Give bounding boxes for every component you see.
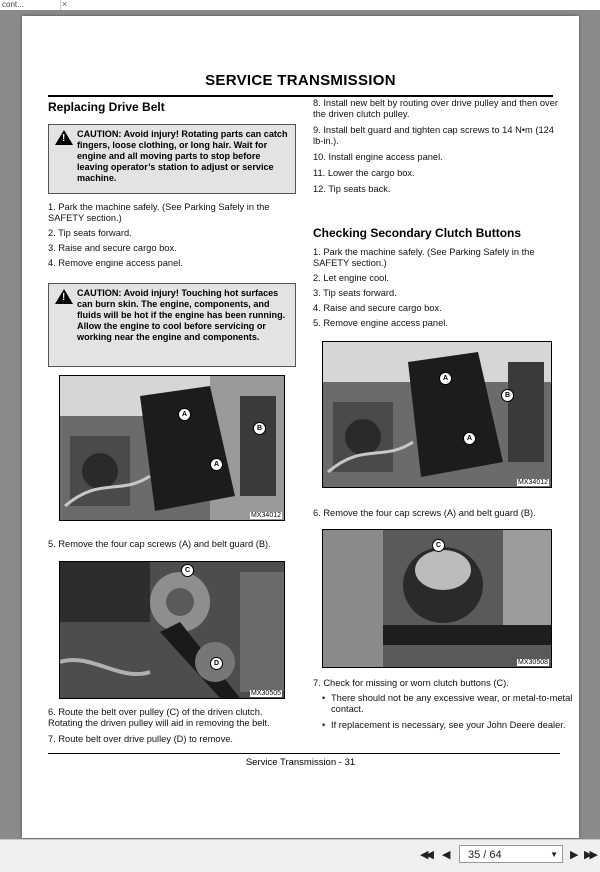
step-10: 10. Install engine access panel. (313, 152, 443, 162)
chevron-down-icon[interactable]: ▼ (550, 850, 558, 859)
step-11: 11. Lower the cargo box. (313, 168, 415, 178)
callout-a: A (463, 432, 476, 445)
steps-list-2 (313, 247, 563, 329)
caution-text: CAUTION: Avoid injury! Rotating parts can catch fingers, loose clothing, or long hair. Wait for engine and all moving parts to stop before leaving operator’s station to adjust or service machine. (77, 129, 288, 183)
first-page-icon[interactable]: ◀◀ (420, 849, 431, 861)
step-4: 4. Raise and secure cargo box. (313, 303, 442, 313)
document-tab[interactable]: cont... (0, 0, 61, 10)
step-7: 7. Check for missing or worn clutch buttons (C). (313, 678, 509, 688)
callout-b: B (501, 389, 514, 402)
caution-text: CAUTION: Avoid injury! Touching hot surfaces can burn skin. The engine, components, and fluids will be hot if the engine has been running. Allow the engine to cool before servicing or working near the engine and components. (77, 288, 286, 342)
last-page-icon[interactable]: ▶▶ (584, 849, 595, 861)
step-2: 2. Let engine cool. (313, 273, 389, 283)
step-1: 1. Park the machine safely. (See Parking Safely in the SAFETY section.) (48, 202, 270, 223)
page-footer: Service Transmission - 31 (245, 757, 356, 768)
pdf-navigation-toolbar (0, 839, 600, 872)
figure-code: MX30508 (518, 659, 548, 666)
callout-a: A (178, 408, 191, 421)
figure-code: MX30505 (251, 690, 281, 697)
document-page (22, 16, 579, 838)
section-heading-replacing-drive-belt: Replacing Drive Belt (48, 100, 165, 114)
section-heading-secondary-clutch: Checking Secondary Clutch Buttons (313, 226, 522, 240)
callout-d: D (210, 657, 223, 670)
bullet-item: • There should not be any excessive wear, or metal-to-metal contact. (319, 693, 575, 715)
figure-driven-clutch-pulley (59, 561, 285, 699)
page-title: SERVICE TRANSMISSION (205, 72, 396, 89)
footer-rule (48, 753, 560, 754)
step-12: 12. Tip seats back. (313, 184, 391, 194)
step-7: 7. Route belt over drive pulley (D) to remove. (48, 734, 233, 744)
figure-engine-belt-guard (59, 375, 285, 521)
figure-code: MX34012 (251, 512, 281, 519)
callout-c: C (432, 539, 445, 552)
step-2: 2. Tip seats forward. (48, 228, 132, 238)
callout-b: B (253, 422, 266, 435)
step-6: 6. Route the belt over pulley (C) of the driven clutch. Rotating the driven pulley will aid in removing the belt. (48, 707, 270, 728)
figure-engine-belt-guard-2 (322, 341, 552, 488)
figure-secondary-clutch (322, 529, 552, 668)
steps-list-continued (313, 98, 563, 195)
step-5: 5. Remove engine access panel. (313, 318, 448, 328)
close-tab-icon[interactable]: × (62, 0, 68, 9)
window-titlebar (0, 0, 600, 10)
step-1: 1. Park the machine safely. (See Parking Safely in the SAFETY section.) (313, 247, 535, 268)
warning-triangle-icon (55, 130, 73, 145)
steps-list-1 (48, 202, 298, 269)
photo-engine-compartment (60, 376, 284, 520)
step-3: 3. Tip seats forward. (313, 288, 397, 298)
warning-triangle-icon (55, 289, 73, 304)
photo-driven-clutch (60, 562, 284, 698)
caution-box-hot-surfaces (48, 283, 296, 367)
next-page-icon[interactable]: ▶ (570, 849, 579, 861)
bullet-item: • If replacement is necessary, see your John Deere dealer. (319, 720, 575, 731)
step-6: 6. Remove the four cap screws (A) and belt guard (B). (313, 508, 536, 518)
prev-page-icon[interactable]: ◀ (442, 849, 451, 861)
figure-code: MX34012 (518, 479, 548, 486)
caution-box-rotating-parts (48, 124, 296, 194)
step-8: 8. Install new belt by routing over drive pulley and then over the driven clutch pulley. (313, 98, 558, 119)
page-indicator: 35 / 64 (468, 849, 502, 861)
page-selector[interactable] (459, 845, 563, 863)
step-9: 9. Install belt guard and tighten cap screws to 14 N•m (124 lb-in.). (313, 125, 554, 146)
photo-engine-compartment (323, 342, 551, 487)
step-5: 5. Remove the four cap screws (A) and belt guard (B). (48, 539, 271, 549)
title-rule (48, 95, 553, 97)
step-4: 4. Remove engine access panel. (48, 258, 183, 268)
callout-a: A (439, 372, 452, 385)
step-3: 3. Raise and secure cargo box. (48, 243, 177, 253)
callout-a: A (210, 458, 223, 471)
callout-c: C (181, 564, 194, 577)
